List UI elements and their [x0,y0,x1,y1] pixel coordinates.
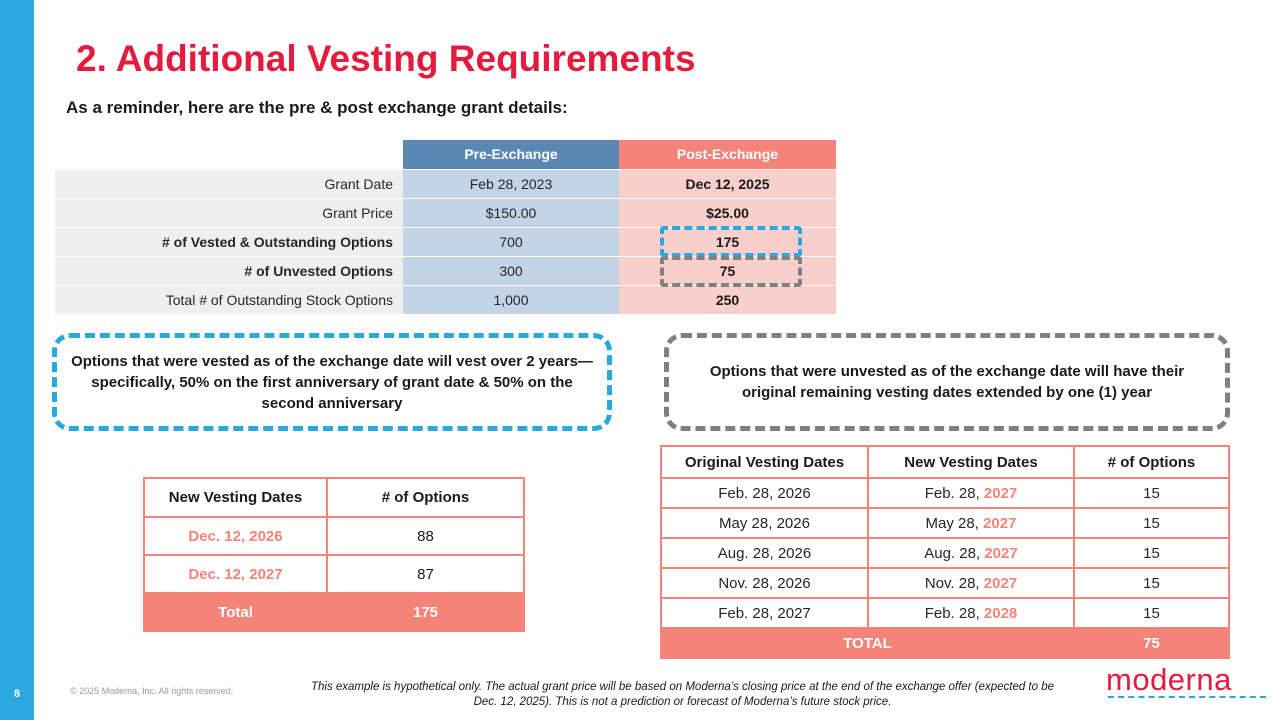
unvested-col-new-dates: New Vesting Dates [868,446,1074,478]
vested-total-value: 175 [327,593,524,631]
vested-highlight-box [660,226,802,257]
new-vesting-date [868,598,1074,628]
new-vesting-date [868,478,1074,508]
original-vesting-date: Feb. 28, 2026 [661,478,868,508]
new-vesting-date [868,508,1074,538]
new-date-year: 2027 [983,574,1018,592]
row-label-grant-price: Grant Price [55,198,403,227]
row-label-unvested-options: # of Unvested Options [55,256,403,285]
post-vested-options: 175 [619,227,836,256]
table-row [661,568,1229,598]
original-vesting-date: Feb. 28, 2027 [661,598,868,628]
unvested-col-options: # of Options [1074,446,1229,478]
vested-schedule-table [143,477,525,632]
table-row [661,538,1229,568]
page-number: 8 [13,688,21,700]
vested-total-label: Total [144,593,327,631]
pre-grant-price: $150.00 [403,198,619,227]
table-row [144,555,524,593]
pre-exchange-header: Pre-Exchange [403,140,619,169]
new-date-year: 2027 [984,544,1018,562]
sidebar-accent-bar [0,0,34,720]
table-row [661,478,1229,508]
vested-date: Dec. 12, 2026 [144,517,327,555]
slide-title: 2. Additional Vesting Requirements [76,38,696,79]
table-row [661,598,1229,628]
row-label-total-options: Total # of Outstanding Stock Options [55,285,403,314]
original-vesting-date: Nov. 28, 2026 [661,568,868,598]
unvested-options: 15 [1074,568,1229,598]
unvested-highlight-box [660,256,802,287]
post-grant-price: $25.00 [619,198,836,227]
new-date-prefix: May 28, [925,514,984,532]
unvested-options: 15 [1074,538,1229,568]
table-row [661,508,1229,538]
pre-vested-options: 700 [403,227,619,256]
unvested-callout [664,333,1230,431]
unvested-table-header-row [661,446,1229,478]
pre-grant-date: Feb 28, 2023 [403,169,619,198]
unvested-callout-text: Options that were unvested as of the exchange date will have their original remaining vesting dates extended by one (1) year [709,363,1185,401]
logo-underline [1108,696,1266,698]
unvested-total-value: 75 [1074,628,1229,658]
post-unvested-options: 75 [619,256,836,285]
row-label-grant-date: Grant Date [55,169,403,198]
unvested-options: 15 [1074,508,1229,538]
copyright-notice: © 2025 Moderna, Inc. All rights reserved. [70,686,234,696]
post-total-options: 250 [619,285,836,314]
moderna-logo: moderna [1106,662,1232,697]
new-date-prefix: Feb. 28, [924,604,984,622]
unvested-schedule-table [660,445,1230,659]
table-row [144,517,524,555]
unvested-options: 15 [1074,478,1229,508]
vested-callout-text: Options that were vested as of the exchange date will vest over 2 years—specifically, 50% on the first anniversary of grant date & 50% on the second anniversary [71,352,593,412]
grant-table-corner [55,140,403,169]
table-row [55,198,836,227]
unvested-col-original-dates: Original Vesting Dates [661,446,868,478]
vested-total-row [144,593,524,631]
vested-options: 87 [327,555,524,593]
pre-unvested-options: 300 [403,256,619,285]
vested-callout [52,333,612,431]
slide-subtitle: As a reminder, here are the pre & post exchange grant details: [66,98,568,117]
post-grant-date: Dec 12, 2025 [619,169,836,198]
table-row [55,169,836,198]
original-vesting-date: May 28, 2026 [661,508,868,538]
vested-date: Dec. 12, 2027 [144,555,327,593]
grant-table-header-row [55,140,836,169]
new-vesting-date [868,538,1074,568]
disclaimer-text: This example is hypothetical only. The actual grant price will be based on Moderna’s closing price at the end of the exchange offer (expected to be Dec. 12, 2025). This is not a prediction or forecast of Moderna’s future stock price. [310,681,1055,708]
pre-total-options: 1,000 [403,285,619,314]
new-date-prefix: Feb. 28, [924,484,984,502]
vested-table-header-row [144,478,524,517]
new-date-prefix: Aug. 28, [924,544,985,562]
new-date-prefix: Nov. 28, [924,574,984,592]
vested-col-options: # of Options [327,478,524,517]
unvested-options: 15 [1074,598,1229,628]
vested-options: 88 [327,517,524,555]
new-date-year: 2028 [983,604,1018,622]
row-label-vested-options: # of Vested & Outstanding Options [55,227,403,256]
unvested-total-label: TOTAL [661,628,1074,658]
post-exchange-header: Post-Exchange [619,140,836,169]
table-row [55,285,836,314]
new-date-year: 2027 [983,514,1017,532]
new-vesting-date [868,568,1074,598]
unvested-total-row [661,628,1229,658]
original-vesting-date: Aug. 28, 2026 [661,538,868,568]
new-date-year: 2027 [983,484,1018,502]
vested-col-new-dates: New Vesting Dates [144,478,327,517]
